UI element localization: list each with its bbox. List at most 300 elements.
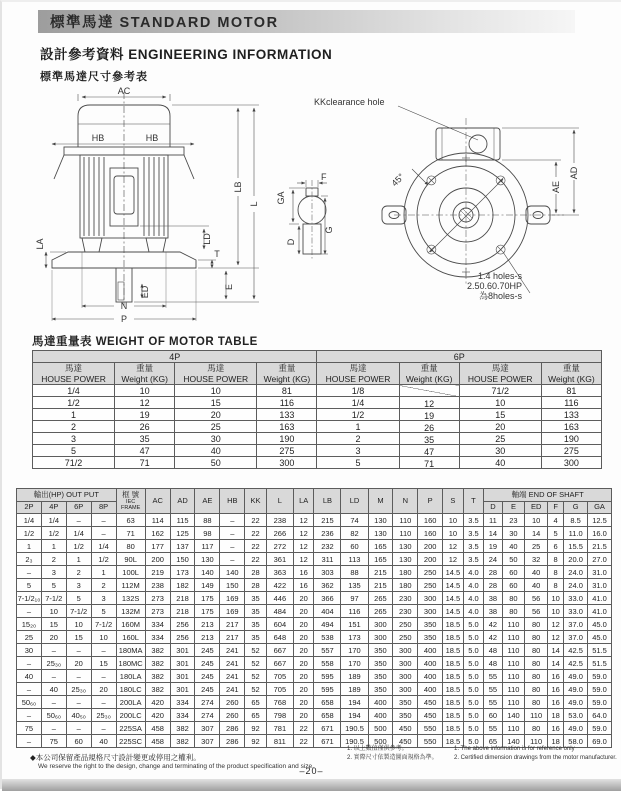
table-cell: 18 [548,735,564,748]
table-cell: 350 [368,657,393,670]
col-header-weight [541,363,601,385]
table-row [17,696,612,709]
group-header-4p: 4P [33,351,317,363]
table-cell: 3.5 [463,514,484,527]
table-cell: 7-1/2 [66,605,91,618]
table-cell: 5.0 [463,709,484,722]
table-cell: 25 [525,540,548,553]
table-cell: 30 [175,433,257,445]
table-cell: 27.0 [588,553,612,566]
table-cell: 265 [368,592,393,605]
table-cell: 218 [170,592,195,605]
table-cell: 25 [175,421,257,433]
table-cell: 18.5 [443,722,464,735]
table-cell: 7-1/2 [41,592,66,605]
table-cell: 781 [266,722,293,735]
table-cell: 300 [368,631,393,644]
table-cell: 350 [418,618,443,631]
col-header-power-en: HOUSE POWER [183,373,249,384]
table-row [33,397,602,409]
table-cell: 28 [484,566,502,579]
table-cell: 14.5 [443,579,464,592]
table-cell: 10 [175,385,257,397]
table-cell: 245 [195,683,220,696]
table-cell: – [17,735,42,748]
table-cell: 3 [91,592,116,605]
dim-label-la: LA [35,238,45,250]
table-cell: 160 [418,527,443,540]
col-header-ga: GA [588,502,612,514]
table-cell: 90L [116,553,145,566]
table-cell: 705 [266,670,293,683]
table-cell: 64.0 [588,709,612,722]
col-header-power-zh: 馬達 [207,363,225,374]
table-cell: 18.5 [443,670,464,683]
table-cell: 110 [502,644,525,657]
table-cell: – [41,696,66,709]
table-cell: 1/2 [91,553,116,566]
table-cell: 256 [170,631,195,644]
col-header-weight-zh: 重量 [136,363,154,374]
table-cell: 56 [525,605,548,618]
table-cell: 162 [145,527,170,540]
table-cell: 245 [195,657,220,670]
table-cell: 484 [266,605,293,618]
table-cell: 4.0 [463,566,484,579]
table-cell: 1 [317,421,399,433]
table-row [17,553,612,566]
table-cell: 37.0 [564,631,588,644]
table-cell: 494 [314,618,341,631]
col-header-hb: HB [220,489,245,514]
table-cell: 169 [220,605,245,618]
table-cell: 1/4 [33,385,115,397]
table-cell: 137 [170,540,195,553]
table-cell: 18.5 [443,735,464,748]
table-cell: 232 [314,540,341,553]
table-cell: 169 [220,592,245,605]
table-cell: 30 [17,644,42,657]
table-cell: 116 [541,397,601,409]
shaft-detail-drawing [289,180,328,260]
table-cell: 63 [116,514,145,527]
col-header-la: LA [293,489,314,514]
table-cell: 170 [341,657,368,670]
table-cell: 20 [293,618,314,631]
table-cell: 256 [170,618,195,631]
weight-table-body [33,385,602,469]
col-header-power-en: HOUSE POWER [467,373,533,384]
table-cell: 22 [245,540,267,553]
table-cell: 10 [115,385,175,397]
table-cell: 130 [368,527,393,540]
table-cell: 116 [341,605,368,618]
table-cell: 165 [368,553,393,566]
table-cell: 458 [145,735,170,748]
table-cell: – [91,670,116,683]
table-cell: 15.5 [564,540,588,553]
table-cell: 40 [91,735,116,748]
table-cell: – [41,644,66,657]
table-cell: 42 [484,618,502,631]
table-cell: 26 [399,421,459,433]
table-cell: 35 [245,605,267,618]
table-cell: 22 [245,527,267,540]
table-cell: 4.0 [463,605,484,618]
table-cell: 10 [66,618,91,631]
table-cell: 65 [484,735,502,748]
table-cell: 92 [245,722,267,735]
table-cell: 538 [314,631,341,644]
table-cell: 150 [220,579,245,592]
table-cell: 48 [484,644,502,657]
footnote-en-1: 1. The above information is for reference only [454,746,575,752]
frame-header-iec: IEC [126,498,136,505]
table-cell: 5.0 [463,735,484,748]
table-row [33,385,602,397]
table-cell: 667 [266,644,293,657]
table-cell: 14 [548,657,564,670]
table-cell: 59.0 [588,670,612,683]
table-cell: 5.0 [463,670,484,683]
table-cell: 22 [245,553,267,566]
dim-label-ad: AD [569,166,579,180]
table-cell: 35 [245,631,267,644]
table-cell: 12 [293,527,314,540]
table-cell: 24 [484,553,502,566]
col-header-f: F [548,502,564,514]
table-cell: – [66,644,91,657]
table-cell: 24.0 [564,566,588,579]
table-cell: 300 [418,605,443,618]
table-cell: 180LC [116,683,145,696]
table-cell: 8.5 [564,514,588,527]
holes-note-line2: 2.50.60.70HP [466,281,522,291]
table-cell: 110 [502,657,525,670]
table-cell: 671 [314,735,341,748]
table-cell: 273 [145,605,170,618]
table-cell: 177 [145,540,170,553]
table-cell: 42 [484,631,502,644]
table-cell: 140 [502,735,525,748]
dim-label-f: F [321,172,327,182]
table-cell: – [17,605,42,618]
table-cell: 180 [393,566,418,579]
table-cell: 140 [502,709,525,722]
dim-label-ae: AE [551,180,561,194]
table-row [17,722,612,735]
table-cell: 110 [502,618,525,631]
table-row [17,644,612,657]
table-cell: 2 [317,433,399,445]
col-header-power [317,363,399,385]
table-cell: 16 [548,683,564,696]
table-cell: 8 [548,579,564,592]
table-cell: 307 [195,735,220,748]
table-cell: 71/2 [33,457,115,469]
table-cell: 382 [170,735,195,748]
table-cell: 47 [115,445,175,457]
table-cell: 60 [502,566,525,579]
table-cell: 420 [145,696,170,709]
dim-label-hb-right: HB [145,133,159,143]
table-cell: 5.0 [463,683,484,696]
table-cell: 110 [525,709,548,722]
table-cell: 5 [91,605,116,618]
table-cell: 200LC [116,709,145,722]
table-cell: 241 [220,683,245,696]
table-cell: 604 [266,618,293,631]
table-cell: 132S [116,592,145,605]
table-cell: 300 [393,683,418,696]
table-cell [399,385,459,397]
table-cell: 18.5 [443,696,464,709]
table-cell: 18.5 [443,709,464,722]
table-cell: 260 [220,696,245,709]
table-cell: 116 [257,397,317,409]
table-cell: 219 [145,566,170,579]
table-cell: 114 [145,514,170,527]
table-cell: 215 [368,579,393,592]
table-cell: 12 [399,397,459,409]
side-view-drawing [52,92,196,306]
table-cell: 173 [341,631,368,644]
table-cell: 3 [317,445,399,457]
col-header-ac: AC [145,489,170,514]
col-header-ae: AE [195,489,220,514]
table-cell: 35 [115,433,175,445]
table-cell: – [66,514,91,527]
dimensions-table-body [17,514,612,748]
table-cell: 22 [293,722,314,735]
table-cell: 16 [548,670,564,683]
table-cell: 19 [484,540,502,553]
table-cell: 40 [502,540,525,553]
table-cell: 110 [502,683,525,696]
table-cell: 400 [418,670,443,683]
table-cell: 11 [484,514,502,527]
table-cell: 71 [116,527,145,540]
table-cell: 11.0 [564,527,588,540]
table-cell: 173 [170,566,195,579]
table-row [17,605,612,618]
table-cell: 18.5 [443,631,464,644]
table-cell: 300 [541,457,601,469]
table-cell: 180MA [116,644,145,657]
table-cell: 33.0 [564,592,588,605]
table-cell: 215 [368,566,393,579]
table-cell: 132M [116,605,145,618]
table-cell: 2 [91,579,116,592]
table-cell: 7-1/2 [91,618,116,631]
table-cell: 52 [245,644,267,657]
table-cell: – [66,722,91,735]
reservation-note-en: We reserve the right to the design, change and terminating of the product specification and size. [38,762,314,770]
table-cell: 311 [314,553,341,566]
table-cell: 350 [368,670,393,683]
table-cell: 55 [484,683,502,696]
table-cell: 10 [443,527,464,540]
table-cell: 18.5 [443,683,464,696]
col-header-ld: LD [341,489,368,514]
table-cell: 20 [91,683,116,696]
table-cell: 241 [220,670,245,683]
col-header-e: E [502,502,525,514]
table-cell: 32 [525,553,548,566]
table-row [17,527,612,540]
table-cell: 10 [91,631,116,644]
table-cell: 35 [399,433,459,445]
table-cell: 798 [266,709,293,722]
table-cell: 55 [484,722,502,735]
table-cell: 10 [459,397,541,409]
table-cell: 286 [220,722,245,735]
table-cell: 40 [175,445,257,457]
dim-label-p: P [120,314,128,324]
table-cell: 35 [245,618,267,631]
table-cell: 180LA [116,670,145,683]
col-header-weight-en: Weight (KG) [548,373,595,384]
table-cell: 3 [33,433,115,445]
weight-header-row [33,363,602,385]
table-cell: 225SC [116,735,145,748]
table-cell: 595 [314,670,341,683]
table-cell: 82 [341,527,368,540]
dims-group-row [17,489,612,502]
table-cell: 14 [484,527,502,540]
section-heading: 設計參考資料 ENGINEERING INFORMATION [40,47,333,62]
table-cell: 12 [443,553,464,566]
table-cell: 92 [245,735,267,748]
table-cell: 10 [548,605,564,618]
col-header-m: M [368,489,393,514]
table-cell: 300 [393,644,418,657]
table-cell: 12 [115,397,175,409]
table-cell: 20 [293,657,314,670]
table-cell: 4.0 [463,592,484,605]
table-cell: 50₆₀ [41,709,66,722]
table-cell: 768 [266,696,293,709]
table-cell: 135 [341,579,368,592]
table-cell: 160M [116,618,145,631]
table-cell: 40 [525,579,548,592]
table-cell: 41.0 [588,605,612,618]
table-cell: 595 [314,683,341,696]
table-cell: 1 [91,566,116,579]
frame-header [116,489,145,514]
table-cell: 16 [548,696,564,709]
table-cell: 238 [145,579,170,592]
table-cell: 5.0 [463,657,484,670]
table-cell: 200LA [116,696,145,709]
dim-label-t: T [214,249,220,259]
col-header-power-zh: 馬達 [349,363,367,374]
table-cell: 10 [525,514,548,527]
col-header-p: P [418,489,443,514]
table-cell: 49.0 [564,683,588,696]
col-header-weight-en: Weight (KG) [121,373,168,384]
table-cell: 286 [220,735,245,748]
table-row [33,409,602,421]
table-cell: 350 [418,631,443,644]
table-cell: 30 [459,445,541,457]
weight-table [32,350,602,469]
table-cell: 60 [502,579,525,592]
table-cell: 80 [525,722,548,735]
table-cell: 266 [266,527,293,540]
table-cell: 97 [341,592,368,605]
table-cell: 458 [145,722,170,735]
table-cell: 30 [502,527,525,540]
table-cell: 446 [266,592,293,605]
table-cell: 25₃₀ [91,709,116,722]
table-cell: 52 [245,683,267,696]
table-cell: 1/4 [317,397,399,409]
table-cell: 51.5 [588,657,612,670]
col-header-power-en: HOUSE POWER [41,373,106,384]
table-cell: 20 [459,421,541,433]
side-view-labels [35,86,259,324]
table-cell: 1 [33,409,115,421]
table-cell: 811 [266,735,293,748]
table-cell: 26 [115,421,175,433]
table-cell: 80 [502,592,525,605]
table-cell: 19 [115,409,175,421]
page-title-bar [38,10,575,33]
table-cell: 225SA [116,722,145,735]
dimensions-table-head [17,489,612,514]
reservation-note-zh: ◆本公司保留產品規格尺寸設計變更或停用之權利。 [30,753,201,762]
table-cell: 20 [175,409,257,421]
table-cell: 301 [170,670,195,683]
group-header-6p: 6P [317,351,602,363]
table-cell: – [17,709,42,722]
table-cell: 245 [195,644,220,657]
table-cell: 80 [525,657,548,670]
table-cell: 6 [548,540,564,553]
angle-label: 45° [389,171,407,189]
table-cell: 20 [293,644,314,657]
table-cell: 38 [484,592,502,605]
table-cell: 165 [368,540,393,553]
table-cell: 300 [257,457,317,469]
table-cell: 71/2 [459,385,541,397]
table-row [17,592,612,605]
table-cell: 14 [525,527,548,540]
table-cell: 217 [220,618,245,631]
table-cell: 40 [41,683,66,696]
col-header-g: G [564,502,588,514]
table-cell: 275 [257,445,317,457]
table-cell: 16 [293,579,314,592]
table-cell: 5.0 [463,618,484,631]
table-cell: – [17,657,42,670]
table-cell: 51.5 [588,644,612,657]
table-cell: 175 [195,592,220,605]
col-header-t: T [463,489,484,514]
table-cell: 163 [257,421,317,433]
holes-note-line1: 1.4 holes-s [477,271,522,281]
table-cell: 28 [484,579,502,592]
table-cell: 400 [418,657,443,670]
footnote-zh-2: 2. 實際尺寸依製造圖面規格為準。 [347,755,438,762]
table-cell: 300 [393,670,418,683]
front-view-drawing [382,106,579,293]
dim-label-e: E [224,283,234,291]
table-cell: 190 [257,433,317,445]
table-row [17,683,612,696]
table-cell: 41.0 [588,592,612,605]
